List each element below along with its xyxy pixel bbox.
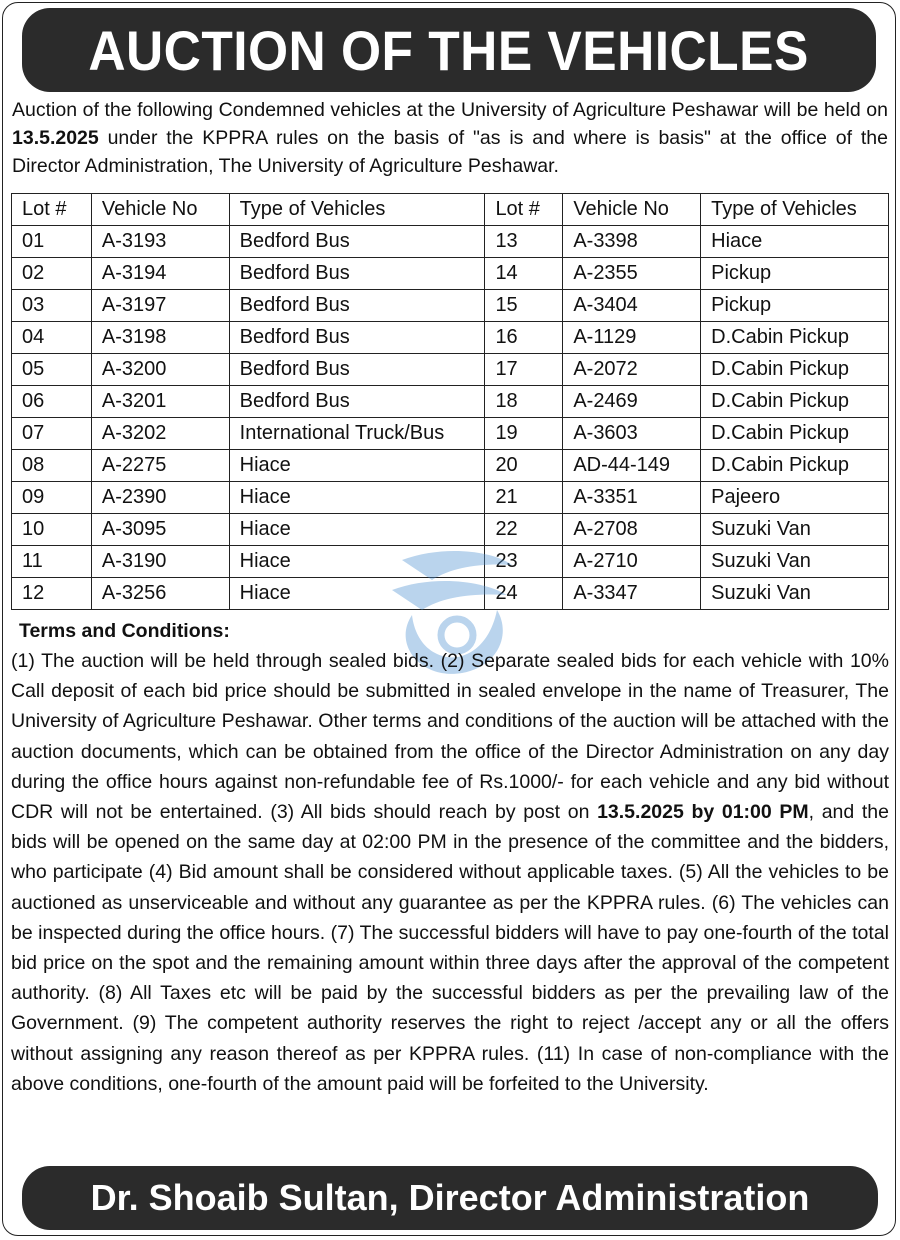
lot-number-right: 23 [485, 546, 563, 578]
table-row [12, 226, 889, 258]
lot-number-right: 14 [485, 258, 563, 290]
vehicle-number-right: A-1129 [563, 322, 701, 354]
vehicle-type-left: Hiace [229, 450, 485, 482]
lot-number-right: 19 [485, 418, 563, 450]
vehicle-type-right: D.Cabin Pickup [701, 322, 889, 354]
intro-text-end: under the KPPRA rules on the basis of "as is and where is basis" at the office of the Director Administration, The University of Agriculture Peshawar. [12, 127, 888, 177]
lot-number-left: 05 [12, 354, 92, 386]
vehicle-number-right: A-2710 [563, 546, 701, 578]
vehicle-type-left: Hiace [229, 482, 485, 514]
table-header-row [12, 194, 889, 226]
lot-number-left: 10 [12, 514, 92, 546]
lot-number-left: 09 [12, 482, 92, 514]
vehicle-number-right: A-2469 [563, 386, 701, 418]
vehicle-type-left: Bedford Bus [229, 354, 485, 386]
bid-deadline: 13.5.2025 by 01:00 PM [597, 801, 809, 824]
terms-heading: Terms and Conditions: [19, 620, 230, 642]
lot-number-right: 21 [485, 482, 563, 514]
vehicle-type-left: Bedford Bus [229, 290, 485, 322]
table-row [12, 290, 889, 322]
vehicle-number-right: A-2708 [563, 514, 701, 546]
vehicle-type-left: Bedford Bus [229, 386, 485, 418]
vehicle-number-left: A-3193 [91, 226, 229, 258]
vehicle-number-right: A-3404 [563, 290, 701, 322]
lot-number-right: 15 [485, 290, 563, 322]
lot-number-left: 11 [12, 546, 92, 578]
vehicle-type-right: Suzuki Van [701, 514, 889, 546]
signature-banner [22, 1166, 878, 1230]
terms-text-part2: , and the bids will be opened on the same day at 02:00 PM in the presence of the committee and the bidders, who participate (4) Bid amount shall be considered without applicable taxes. (5) All the vehicles to be auctioned as unserviceable and without any guarantee as per the KPPRA rules. (6) The vehicles can be inspected during the office hours. (7) The successful bidders will have to pay one-fourth of the total bid price on the spot and the remaining amount within three days after the approval of the competent authority. (8) All Taxes etc will be paid by the successful bidders as per the prevailing law of the Government. (9) The competent authority reserves the right to reject /accept any or all the offers without assigning any reason thereof as per KPPRA rules. (11) In case of non-compliance with the above conditions, one-fourth of the amount paid will be forfeited to the University. [11, 801, 889, 1095]
lot-number-right: 17 [485, 354, 563, 386]
lot-number-left: 02 [12, 258, 92, 290]
vehicle-number-left: A-3201 [91, 386, 229, 418]
table-row [12, 354, 889, 386]
header-lot-right: Lot # [485, 194, 563, 226]
vehicle-type-left: International Truck/Bus [229, 418, 485, 450]
table-row [12, 386, 889, 418]
signatory: Dr. Shoaib Sultan, Director Administration [90, 1177, 810, 1218]
vehicle-type-right: Suzuki Van [701, 578, 889, 610]
vehicle-number-right: A-3347 [563, 578, 701, 610]
lot-number-left: 04 [12, 322, 92, 354]
vehicle-type-left: Hiace [229, 578, 485, 610]
vehicle-number-left: A-3194 [91, 258, 229, 290]
vehicle-type-right: Pickup [701, 258, 889, 290]
lot-number-right: 24 [485, 578, 563, 610]
lot-number-left: 06 [12, 386, 92, 418]
table-row [12, 450, 889, 482]
auction-date: 13.5.2025 [12, 127, 99, 149]
page-title: AUCTION OF THE VEHICLES [88, 18, 810, 82]
vehicle-type-left: Hiace [229, 546, 485, 578]
header-type-left: Type of Vehicles [229, 194, 485, 226]
table-row [12, 514, 889, 546]
table-row [12, 258, 889, 290]
vehicle-rows [12, 226, 889, 610]
vehicle-number-left: A-3095 [91, 514, 229, 546]
header-lot-left: Lot # [12, 194, 92, 226]
vehicle-number-left: A-3198 [91, 322, 229, 354]
vehicle-type-right: Suzuki Van [701, 546, 889, 578]
lot-number-right: 13 [485, 226, 563, 258]
vehicle-type-right: D.Cabin Pickup [701, 386, 889, 418]
lot-number-right: 22 [485, 514, 563, 546]
vehicle-number-right: A-3603 [563, 418, 701, 450]
table-row [12, 482, 889, 514]
lot-number-left: 08 [12, 450, 92, 482]
vehicle-type-left: Bedford Bus [229, 226, 485, 258]
vehicle-type-right: Hiace [701, 226, 889, 258]
header-type-right: Type of Vehicles [701, 194, 889, 226]
table-row [12, 578, 889, 610]
vehicle-number-right: AD-44-149 [563, 450, 701, 482]
header-vehicle-no-right: Vehicle No [563, 194, 701, 226]
vehicle-type-left: Bedford Bus [229, 322, 485, 354]
vehicle-number-right: A-2072 [563, 354, 701, 386]
vehicle-number-left: A-3256 [91, 578, 229, 610]
vehicle-number-left: A-2275 [91, 450, 229, 482]
vehicle-type-right: Pajeero [701, 482, 889, 514]
vehicles-table [11, 193, 889, 610]
table-row [12, 322, 889, 354]
intro-text-start: Auction of the following Condemned vehicles at the University of Agriculture Peshawar will be held on [12, 99, 888, 121]
vehicle-type-right: D.Cabin Pickup [701, 450, 889, 482]
lot-number-right: 20 [485, 450, 563, 482]
vehicle-number-left: A-2390 [91, 482, 229, 514]
vehicle-type-left: Hiace [229, 514, 485, 546]
vehicle-type-right: Pickup [701, 290, 889, 322]
header-vehicle-no-left: Vehicle No [91, 194, 229, 226]
vehicle-number-right: A-3398 [563, 226, 701, 258]
lot-number-left: 03 [12, 290, 92, 322]
lot-number-right: 16 [485, 322, 563, 354]
lot-number-left: 07 [12, 418, 92, 450]
terms-text-part1: (1) The auction will be held through sealed bids. (2) Separate sealed bids for each vehicle with 10% Call deposit of each bid price should be submitted in sealed envelope in the name of Treasurer, The University of Agriculture Peshawar. Other terms and conditions of the auction will be attached with the auction documents, which can be obtained from the office of the Director Administration on any day during the office hours against non-refundable fee of Rs.1000/- for each vehicle and any bid without CDR will not be entertained. (3) All bids should reach by post on [11, 650, 889, 824]
vehicle-number-left: A-3200 [91, 354, 229, 386]
table-row [12, 418, 889, 450]
lot-number-right: 18 [485, 386, 563, 418]
lot-number-left: 01 [12, 226, 92, 258]
title-banner [22, 8, 876, 92]
vehicle-number-left: A-3202 [91, 418, 229, 450]
intro-paragraph [12, 96, 888, 180]
vehicle-number-left: A-3197 [91, 290, 229, 322]
lot-number-left: 12 [12, 578, 92, 610]
table-row [12, 546, 889, 578]
vehicle-type-left: Bedford Bus [229, 258, 485, 290]
vehicle-number-right: A-3351 [563, 482, 701, 514]
vehicle-number-left: A-3190 [91, 546, 229, 578]
vehicle-number-right: A-2355 [563, 258, 701, 290]
vehicle-type-right: D.Cabin Pickup [701, 354, 889, 386]
terms-section [11, 616, 889, 1099]
vehicle-type-right: D.Cabin Pickup [701, 418, 889, 450]
